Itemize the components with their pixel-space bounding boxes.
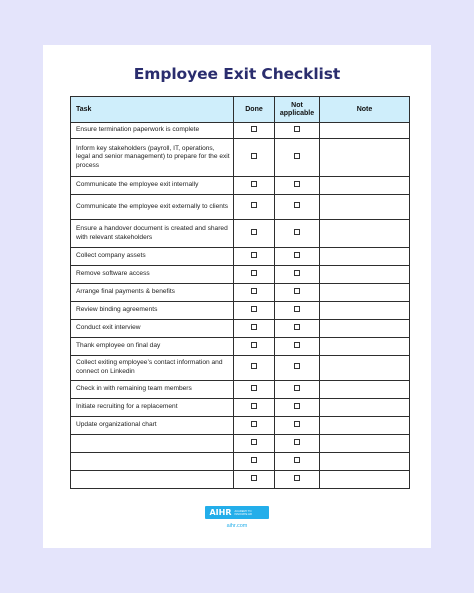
- done-checkbox[interactable]: [251, 475, 257, 481]
- task-text: Collect company assets: [71, 248, 234, 266]
- done-checkbox[interactable]: [251, 439, 257, 445]
- task-text: Arrange final payments & benefits: [71, 284, 234, 302]
- note-cell[interactable]: [320, 471, 410, 489]
- note-cell[interactable]: [320, 320, 410, 338]
- task-text: Communicate the employee exit externally to clients: [71, 195, 234, 220]
- note-cell[interactable]: [320, 399, 410, 417]
- not-applicable-checkbox[interactable]: [294, 126, 300, 132]
- task-text: [71, 471, 234, 489]
- done-checkbox-cell: [234, 302, 275, 320]
- not-applicable-checkbox-cell: [275, 195, 320, 220]
- done-checkbox[interactable]: [251, 385, 257, 391]
- done-checkbox[interactable]: [251, 363, 257, 369]
- not-applicable-checkbox[interactable]: [294, 270, 300, 276]
- not-applicable-checkbox[interactable]: [294, 202, 300, 208]
- checklist-row: [71, 177, 410, 195]
- done-checkbox-cell: [234, 381, 275, 399]
- not-applicable-checkbox-cell: [275, 123, 320, 139]
- task-text: [71, 435, 234, 453]
- not-applicable-checkbox-cell: [275, 338, 320, 356]
- not-applicable-checkbox[interactable]: [294, 457, 300, 463]
- task-text: Update organizational chart: [71, 417, 234, 435]
- table-header-row: [71, 97, 410, 123]
- note-cell[interactable]: [320, 338, 410, 356]
- checklist-row: [71, 302, 410, 320]
- not-applicable-checkbox[interactable]: [294, 288, 300, 294]
- not-applicable-checkbox[interactable]: [294, 403, 300, 409]
- note-cell[interactable]: [320, 220, 410, 248]
- not-applicable-checkbox[interactable]: [294, 421, 300, 427]
- checklist-row: [71, 381, 410, 399]
- footer-url[interactable]: aihr.com: [226, 523, 248, 529]
- done-checkbox[interactable]: [251, 126, 257, 132]
- checklist-row: [71, 123, 410, 139]
- note-cell[interactable]: [320, 302, 410, 320]
- not-applicable-checkbox-cell: [275, 471, 320, 489]
- checklist-row: [71, 248, 410, 266]
- checklist-row: [71, 195, 410, 220]
- done-checkbox-cell: [234, 417, 275, 435]
- checklist-row: [71, 453, 410, 471]
- header-done: Done: [234, 97, 275, 123]
- not-applicable-checkbox-cell: [275, 356, 320, 381]
- checklist-row: [71, 356, 410, 381]
- note-cell[interactable]: [320, 139, 410, 177]
- task-text: Ensure termination paperwork is complete: [71, 123, 234, 139]
- checklist-row: [71, 471, 410, 489]
- done-checkbox-cell: [234, 220, 275, 248]
- not-applicable-checkbox-cell: [275, 435, 320, 453]
- done-checkbox-cell: [234, 320, 275, 338]
- document-title: Employee Exit Checklist: [133, 65, 341, 83]
- not-applicable-checkbox[interactable]: [294, 363, 300, 369]
- done-checkbox[interactable]: [251, 342, 257, 348]
- not-applicable-checkbox[interactable]: [294, 342, 300, 348]
- checklist-row: [71, 266, 410, 284]
- not-applicable-checkbox-cell: [275, 399, 320, 417]
- done-checkbox-cell: [234, 284, 275, 302]
- not-applicable-checkbox-cell: [275, 266, 320, 284]
- not-applicable-checkbox-cell: [275, 417, 320, 435]
- done-checkbox-cell: [234, 195, 275, 220]
- checklist-row: [71, 399, 410, 417]
- checklist-table: [70, 96, 410, 489]
- not-applicable-checkbox[interactable]: [294, 306, 300, 312]
- note-cell[interactable]: [320, 248, 410, 266]
- done-checkbox[interactable]: [251, 181, 257, 187]
- note-cell[interactable]: [320, 381, 410, 399]
- done-checkbox[interactable]: [251, 202, 257, 208]
- done-checkbox[interactable]: [251, 153, 257, 159]
- done-checkbox-cell: [234, 139, 275, 177]
- checklist-row: [71, 417, 410, 435]
- aihr-logo[interactable]: [205, 506, 268, 519]
- done-checkbox-cell: [234, 453, 275, 471]
- checklist-row: [71, 435, 410, 453]
- not-applicable-checkbox-cell: [275, 248, 320, 266]
- not-applicable-checkbox[interactable]: [294, 229, 300, 235]
- not-applicable-checkbox-cell: [275, 320, 320, 338]
- not-applicable-checkbox-cell: [275, 453, 320, 471]
- note-cell[interactable]: [320, 266, 410, 284]
- not-applicable-checkbox-cell: [275, 139, 320, 177]
- done-checkbox-cell: [234, 123, 275, 139]
- logo-text: AIHR: [209, 508, 232, 517]
- header-note: Note: [320, 97, 410, 123]
- note-cell[interactable]: [320, 195, 410, 220]
- task-text: Thank employee on final day: [71, 338, 234, 356]
- checklist-row: [71, 338, 410, 356]
- task-text: Inform key stakeholders (payroll, IT, operations, legal and senior management) to prepare for the exit process: [71, 139, 234, 177]
- note-cell[interactable]: [320, 435, 410, 453]
- not-applicable-checkbox[interactable]: [294, 153, 300, 159]
- done-checkbox-cell: [234, 338, 275, 356]
- not-applicable-checkbox[interactable]: [294, 385, 300, 391]
- done-checkbox-cell: [234, 356, 275, 381]
- header-task: Task: [71, 97, 234, 123]
- note-cell[interactable]: [320, 356, 410, 381]
- not-applicable-checkbox[interactable]: [294, 252, 300, 258]
- footer: [43, 502, 431, 529]
- task-text: Check in with remaining team members: [71, 381, 234, 399]
- done-checkbox[interactable]: [251, 252, 257, 258]
- done-checkbox[interactable]: [251, 403, 257, 409]
- task-text: Conduct exit interview: [71, 320, 234, 338]
- task-text: Communicate the employee exit internally: [71, 177, 234, 195]
- not-applicable-checkbox-cell: [275, 381, 320, 399]
- not-applicable-checkbox-cell: [275, 177, 320, 195]
- note-cell[interactable]: [320, 284, 410, 302]
- note-cell[interactable]: [320, 177, 410, 195]
- not-applicable-checkbox-cell: [275, 302, 320, 320]
- task-text: Ensure a handover document is created and shared with relevant stakeholders: [71, 220, 234, 248]
- done-checkbox[interactable]: [251, 306, 257, 312]
- task-text: Remove software access: [71, 266, 234, 284]
- logo-tagline: ACADEMY TO INNOVATE HR: [234, 509, 252, 516]
- not-applicable-checkbox[interactable]: [294, 439, 300, 445]
- checklist-row: [71, 220, 410, 248]
- task-text: Review binding agreements: [71, 302, 234, 320]
- not-applicable-checkbox[interactable]: [294, 324, 300, 330]
- done-checkbox[interactable]: [251, 324, 257, 330]
- task-text: Initiate recruiting for a replacement: [71, 399, 234, 417]
- checklist-row: [71, 284, 410, 302]
- done-checkbox-cell: [234, 248, 275, 266]
- checklist-page: [43, 45, 431, 548]
- not-applicable-checkbox-cell: [275, 220, 320, 248]
- done-checkbox-cell: [234, 177, 275, 195]
- done-checkbox-cell: [234, 266, 275, 284]
- note-cell[interactable]: [320, 453, 410, 471]
- done-checkbox[interactable]: [251, 288, 257, 294]
- not-applicable-checkbox[interactable]: [294, 475, 300, 481]
- not-applicable-checkbox[interactable]: [294, 181, 300, 187]
- done-checkbox[interactable]: [251, 270, 257, 276]
- note-cell[interactable]: [320, 417, 410, 435]
- header-not-applicable: Not applicable: [275, 97, 320, 123]
- task-text: Collect exiting employee’s contact information and connect on Linkedin: [71, 356, 234, 381]
- not-applicable-checkbox-cell: [275, 284, 320, 302]
- checklist-row: [71, 139, 410, 177]
- done-checkbox[interactable]: [251, 421, 257, 427]
- done-checkbox-cell: [234, 435, 275, 453]
- done-checkbox[interactable]: [251, 229, 257, 235]
- note-cell[interactable]: [320, 123, 410, 139]
- done-checkbox[interactable]: [251, 457, 257, 463]
- checklist-row: [71, 320, 410, 338]
- done-checkbox-cell: [234, 471, 275, 489]
- done-checkbox-cell: [234, 399, 275, 417]
- task-text: [71, 453, 234, 471]
